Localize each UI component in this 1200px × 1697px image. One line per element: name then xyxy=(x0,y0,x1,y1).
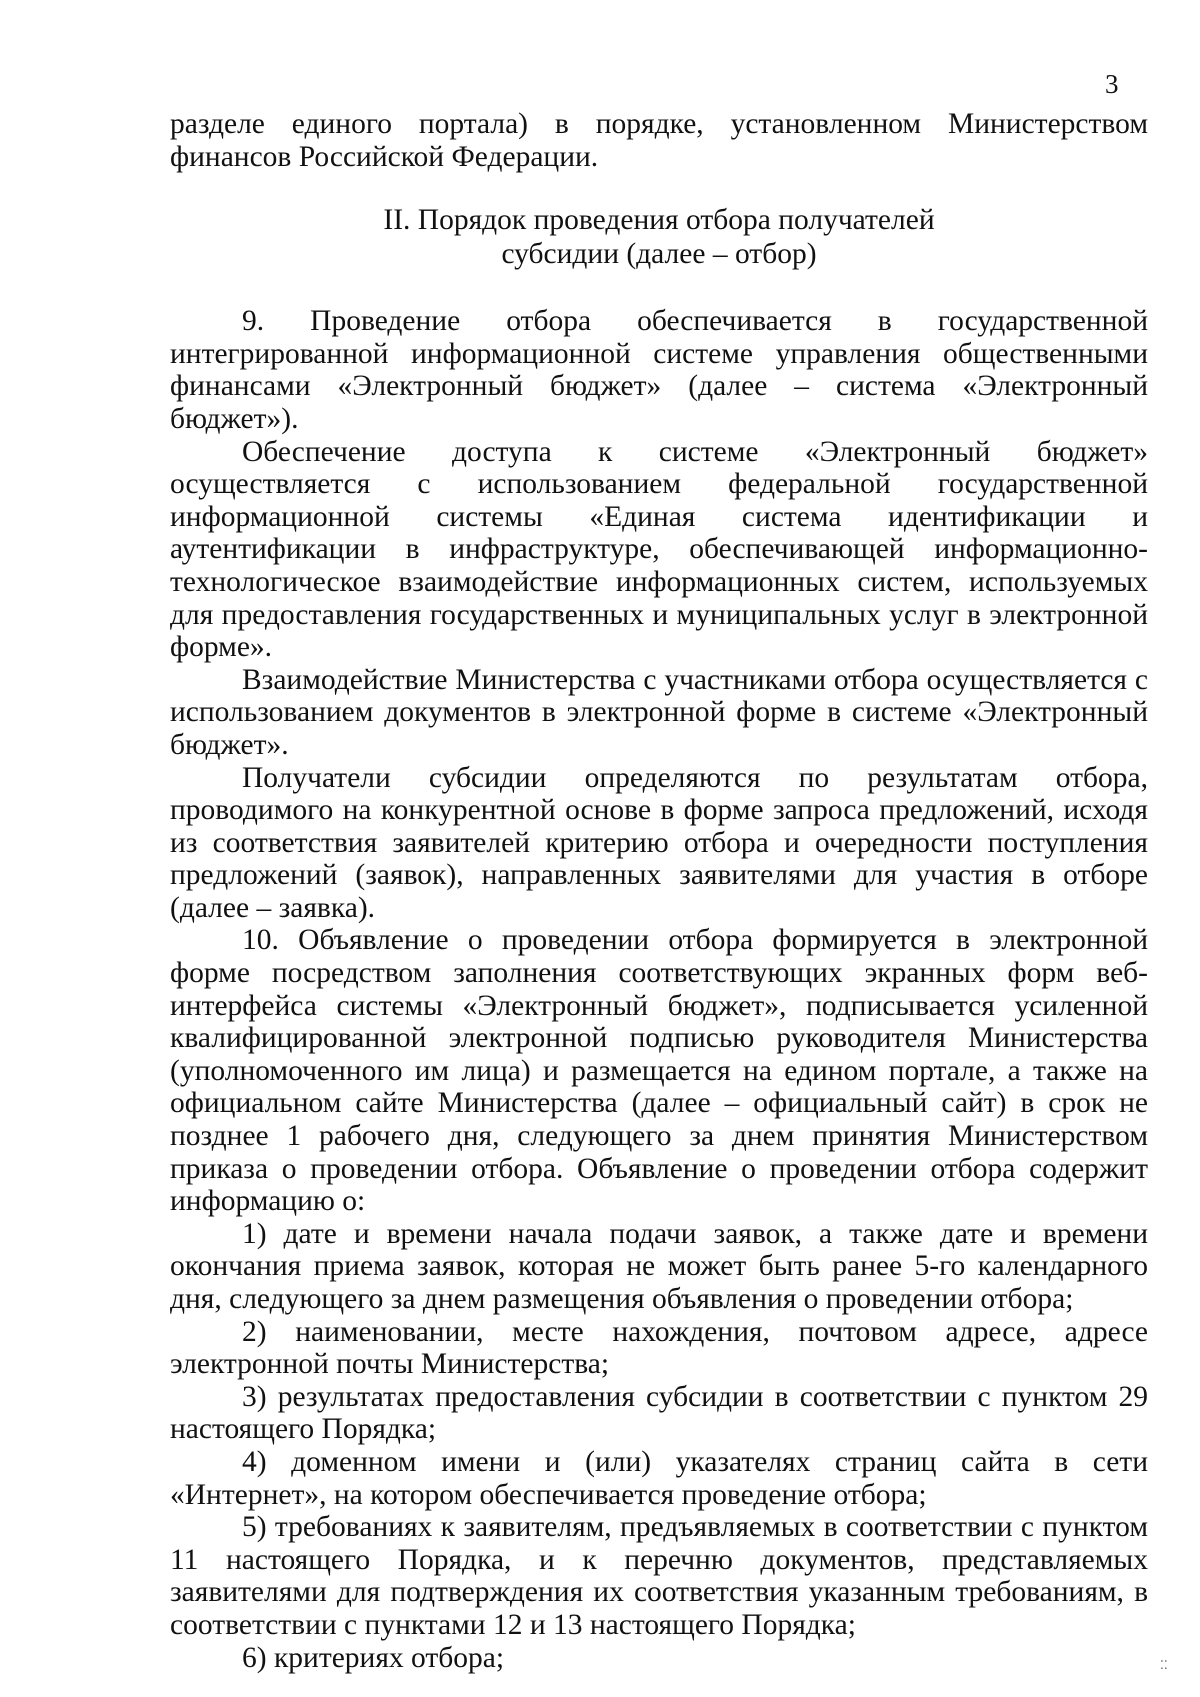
section-heading xyxy=(170,203,1148,271)
paragraph-9: 9. Проведение отбора обеспечивается в государственной интегрированной информационной системе управления общественными финансами «Электронный бюджет» (далее – система «Электронный бюджет»). xyxy=(170,305,1148,435)
section-heading-line-2: субсидии (далее – отбор) xyxy=(501,238,817,271)
list-item-2: 2) наименовании, месте нахождения, почтовом адресе, адресе электронной почты Министерства; xyxy=(170,1315,1148,1381)
page-number: 3 xyxy=(1105,69,1119,99)
list-item-6: 6) критериях отбора; xyxy=(242,1641,505,1674)
document-body xyxy=(170,108,1148,1674)
paragraph-access: Обеспечение доступа к системе «Электронный бюджет» осуществляется с использованием федеральной государственной информационной системы «Единая система идентификации и аутентификации в инфраструктуре, обеспечивающей информационно-технологическое взаимодействие информационных систем, используемых для предоставления государственных и муниципальных услуг в электронной форме». xyxy=(170,435,1148,664)
list-item-4: 4) доменном имени и (или) указателях страниц сайта в сети «Интернет», на котором обеспечивается проведение отбора; xyxy=(170,1445,1148,1511)
paragraph-10: 10. Объявление о проведении отбора формируется в электронной форме посредством заполнения соответствующих экранных форм веб-интерфейса системы «Электронный бюджет», подписывается усиленной квалифицированной электронной подписью руководителя Министерства (уполномоченного им лица) и размещается на едином портале, а также на официальном сайте Министерства (далее – официальный сайт) в срок не позднее 1 рабочего дня, следующего за днем принятия Министерством приказа о проведении отбора. Объявление о проведении отбора содержит информацию о: xyxy=(170,924,1148,1218)
continued-paragraph: разделе единого портала) в порядке, установленном Министерством финансов Российской Федерации. xyxy=(170,108,1148,173)
section-heading-line-1: II. Порядок проведения отбора получателей xyxy=(383,204,935,237)
scan-artifact-mark: ⁚⁚ xyxy=(1160,1658,1168,1672)
list-item-5: 5) требованиях к заявителям, предъявляемых в соответствии с пунктом 11 настоящего Порядка, и к перечню документов, представляемых заявителями для подтверждения их соответствия указанным требованиям, в соответствии с пунктами 12 и 13 настоящего Порядка; xyxy=(170,1511,1148,1641)
paragraph-interaction: Взаимодействие Министерства с участниками отбора осуществляется с использованием документов в электронной форме в системе «Электронный бюджет». xyxy=(170,663,1148,761)
list-item-1: 1) дате и времени начала подачи заявок, а также дате и времени окончания приема заявок, которая не может быть ранее 5-го календарного дня, следующего за днем размещения объявления о проведении отбора; xyxy=(170,1217,1148,1315)
list-item-3: 3) результатах предоставления субсидии в соответствии с пунктом 29 настоящего Порядка; xyxy=(170,1380,1148,1446)
paragraph-recipients: Получатели субсидии определяются по результатам отбора, проводимого на конкурентной основе в форме запроса предложений, исходя из соответствия заявителей критерию отбора и очередности поступления предложений (заявок), направленных заявителями для участия в отборе (далее – заявка). xyxy=(170,761,1148,924)
